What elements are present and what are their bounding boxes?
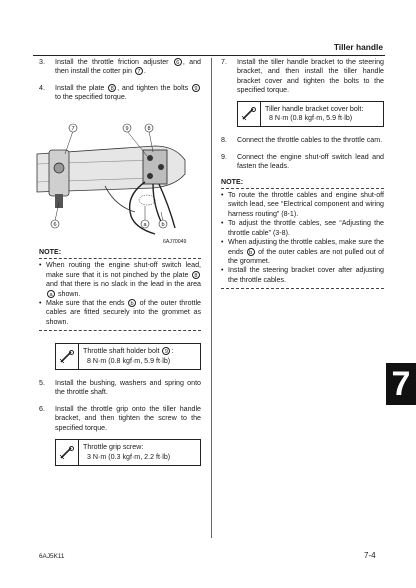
callout-ref: a [47,290,55,298]
torque-label: Throttle grip screw: [83,443,144,452]
throttle-assembly-figure [35,116,200,246]
note-bullet [39,299,201,327]
step-text: Install the plate [55,83,105,92]
left-column [39,58,201,103]
callout-ref: 6 [174,58,182,66]
step-7 [221,58,384,96]
note-heading: NOTE: [39,248,201,257]
figure-callout: a [143,222,147,228]
torque-label: Throttle shaft holder bolt [83,347,160,356]
step-text: Install the tiller handle bracket to the steering bracket, and then install the tiller handle bracket cover and tighten the bolts to the specified torque. [237,58,384,95]
callout-ref: 8 [108,84,116,92]
torque-value: 8 N·m (0.8 kgf·m, 5.9 ft·lb) [87,356,171,365]
step-text: . [143,67,146,76]
note-bullet: • To adjust the throttle cables, see “Adjusting the throttle cable” (3-8). [221,219,384,238]
figure-callout: 6 [53,222,57,228]
step-5 [39,379,201,398]
torque-wrench-icon [56,344,79,369]
section-title: Tiller handle [333,42,383,52]
torque-spec-box [237,101,384,128]
callout-ref: 9 [162,347,170,355]
torque-wrench-icon [238,102,261,127]
step-text: Connect the engine shut-off switch lead and fasten the leads. [237,152,384,171]
step-text: Install the throttle friction adjuster [55,58,169,66]
callout-ref: 7 [135,67,143,75]
figure-callout: 9 [125,126,129,132]
step-text: Connect the throttle cables to the throttle cam. [237,136,383,145]
step-4 [39,84,201,103]
note-bullet: • To route the throttle cables and engine shut-off switch lead, see “Electrical component and wiring harness routing” (8-1). [221,191,384,219]
note-bullet [39,261,201,299]
note-text: When routing the engine shut-off switch lead, make sure that it is not pinched by the plate [46,261,201,279]
step-number: 8. [221,136,227,145]
step-8 [221,136,384,145]
step-text: Install the throttle grip onto the tiller handle bracket, and then tighten the screw to the specified torque. [55,404,201,432]
figure-callout: b [161,222,165,228]
note-text: Make sure that the ends [46,299,125,308]
note-text: When adjusting the throttle cables, make sure the ends [228,238,384,256]
torque-label: : [171,347,174,356]
note-end-rule [221,286,384,289]
figure-callout: 7 [71,126,75,132]
note-text: of the outer cables are not pulled out of the grommet. [228,247,384,265]
figure-code: 6AJ70049 [163,239,187,245]
step-text: to the specified torque. [55,93,127,102]
torque-value: 8 N·m (0.8 kgf·m, 5.9 ft·lb) [269,114,353,123]
torque-spec-box [55,343,201,370]
torque-label: Tiller handle bracket cover bolt: [265,104,364,113]
page-number: 7-4 [364,551,376,560]
step-number: 4. [39,83,45,92]
torque-wrench-icon [56,440,79,465]
step-text: Install the bushing, washers and spring onto the throttle shaft. [55,379,201,397]
step-number: 5. [39,379,45,388]
right-column [221,58,384,289]
chapter-tab: 7 [386,363,416,405]
callout-ref: b [128,299,136,307]
note-heading: NOTE: [221,178,384,187]
step-number: 6. [39,404,45,413]
note-text: shown. [57,289,81,298]
step-text: , and tighten the bolts [117,83,189,92]
note-bullet: • Install the steering bracket cover after adjusting the throttle cables. [221,266,384,285]
step-9 [221,153,384,172]
torque-spec-box [55,439,201,466]
callout-ref: 9 [192,84,200,92]
note-end-rule [39,328,201,331]
step-number: 7. [221,58,227,66]
note-text: of the outer throttle cables are fitted securely into the grommet as shown. [46,299,201,326]
left-column-lower [39,248,201,466]
step-6 [39,405,201,433]
header-rule [33,55,385,56]
step-3 [39,58,201,77]
callout-ref: b [247,248,255,256]
figure-callout: 8 [147,126,151,132]
callout-ref: 8 [192,271,200,279]
doc-code: 6AJ5K11 [39,553,65,560]
column-divider [211,58,212,538]
torque-value: 3 N·m (0.3 kgf·m, 2.2 ft·lb) [87,452,171,461]
note-bullet [221,238,384,266]
step-number: 9. [221,152,227,161]
note-text: and that there is no slack in the lead in the area [46,280,201,289]
step-text: , and then install the cotter pin [55,58,201,76]
step-number: 3. [39,58,45,66]
